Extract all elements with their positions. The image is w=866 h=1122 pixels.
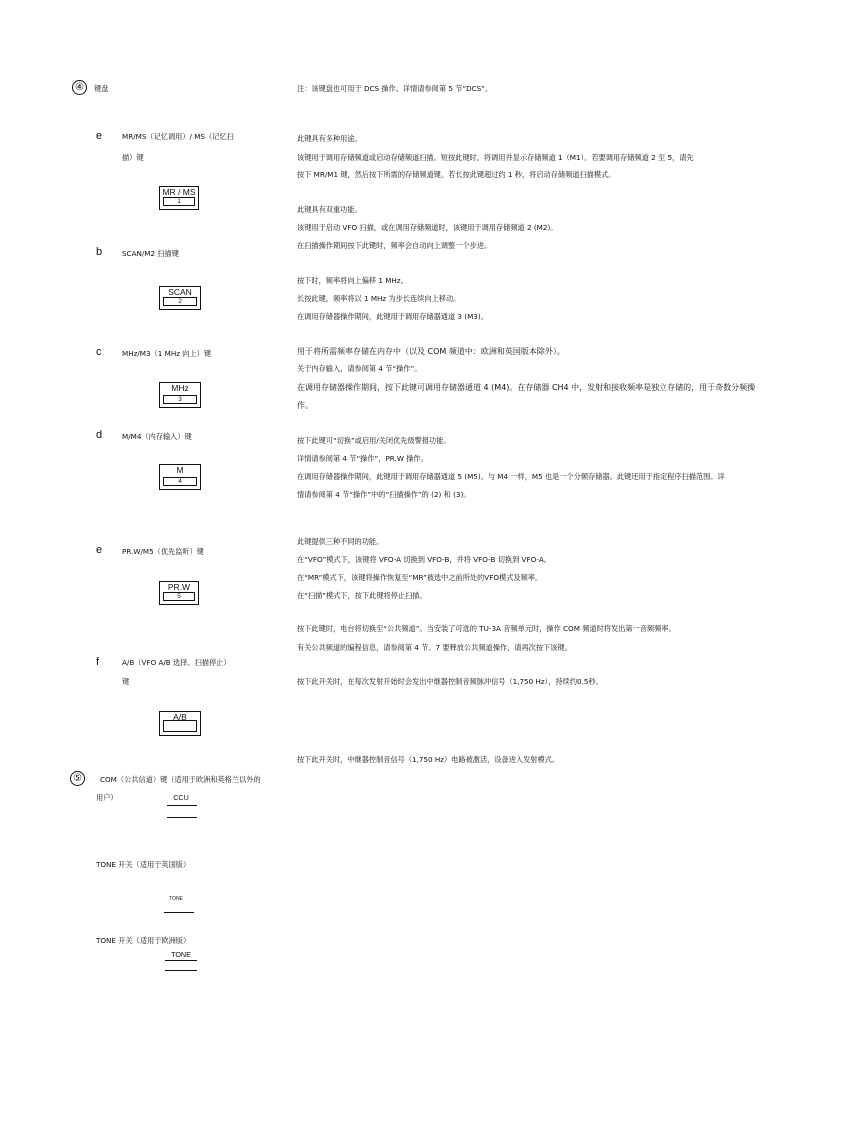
mr-ms-desc-1: 此键具有多种用途。 (297, 134, 362, 143)
section-title-keyboard: 键盘 (94, 84, 109, 93)
prw-key-number: 5 (163, 592, 195, 601)
m-key-top-label: M (176, 465, 184, 475)
ab-desc-1: 按下此键时，电台将切换至“公共频道”。当安装了可选的 TU-3A 音频单元时，操作 COM 频道时将发出第一音频频率。 (297, 624, 676, 633)
prw-key-top-label: PR.W (167, 582, 191, 592)
memory-desc-2: 关于内存输入，请参阅第 4 节“操作”。 (297, 364, 422, 373)
item-letter-mr-ms: e (96, 130, 103, 142)
mr-ms-key-top-label: MR / MS (162, 187, 196, 197)
mr-ms-desc-3: 按下 MR/M1 键，然后按下所需的存储频道键。若长按此键超过约 1 秒，将启动存储频道扫描模式。 (297, 170, 616, 179)
m-key-icon (159, 464, 201, 490)
m-desc-4: 情请参阅第 4 节“操作”中的“扫描操作”的 (2) 和 (3)。 (297, 490, 471, 499)
mhz-shift-desc-3: 在调用存储器操作期间，此键用于调用存储器通道 3 (M3)。 (297, 312, 488, 321)
prw-desc-1: 此键提供三种不同的功能。 (297, 537, 384, 546)
ab-desc-2: 有关公共频道的编程信息，请参阅第 4 节。7 要释放公共频道操作，请再次按下该键。 (297, 643, 572, 652)
ab-key-icon (159, 711, 201, 736)
com-label-line1: COM（公共信道）键（适用于欧洲和英格兰以外的 (100, 775, 261, 784)
tone-uk-switch-line (164, 912, 194, 913)
tone-uk-label: TONE 开关（适用于英国版） (96, 860, 191, 869)
item-letter-mhz: c (96, 346, 102, 358)
section-note: 注：该键盘也可用于 DCS 操作。详情请参阅第 5 节“DCS”。 (297, 84, 493, 93)
scan-desc-2: 该键用于启动 VFO 扫描，或在调用存储频道时，该键用于调用存储频道 2 (M2)。 (297, 223, 558, 232)
tone-continuous-desc: 按下此开关时，中继器控制音信号（1,750 Hz）电路被激活，设备进入发射模式。 (297, 755, 560, 764)
tone-eu-label: TONE 开关（适用于欧洲版） (96, 936, 191, 945)
prw-key-icon (159, 581, 199, 605)
mhz-key-number: 3 (163, 395, 197, 404)
mhz-shift-desc-2: 长按此键，频率将以 1 MHz 为步长连续向上移动。 (297, 294, 461, 303)
m-desc-2: 详情请参阅第 4 节“操作”，PR.W 操作。 (297, 454, 428, 463)
ab-key-top-label: A/B (173, 712, 187, 722)
m-desc-1: 按下此键可“切换”或启用/关闭优先级警报功能。 (297, 436, 451, 445)
item-label-ab-line2: 键 (122, 677, 130, 686)
mr-ms-key-number: 1 (163, 197, 195, 206)
prw-desc-3: 在“MR”模式下，该键将操作恢复至“MR”被选中之前所处的VFO模式及频率。 (297, 573, 543, 582)
m-desc-3: 在调用存储器操作期间，此键用于调用存储器通道 5 (M5)。与 M4 一样，M5 也是一个分频存储器。此键还用于指定程序扫描范围。详 (297, 472, 725, 481)
mr-ms-desc-2: 该键用于调用存储频道或启动存储频道扫描。短按此键时，将调用并显示存储频道 1（M1）。若要调用存储频道 2 至 5，请先 (297, 153, 694, 162)
memory-desc-4: 作。 (297, 401, 313, 410)
m-key-number: 4 (163, 477, 197, 486)
item-label-mr-ms-line2: 描）键 (122, 153, 144, 162)
mhz-key-top-label: MHz (171, 383, 189, 393)
scan-key-top-label: SCAN (168, 287, 192, 297)
mhz-shift-desc-1: 按下时，频率将向上偏移 1 MHz。 (297, 276, 408, 285)
item-label-ab-line1: A/B（VFO A/B 选择、扫描停止） (122, 658, 231, 667)
section-number-4: ④ (72, 80, 87, 95)
mhz-key-icon (159, 382, 201, 408)
scan-key-number: 2 (163, 297, 197, 306)
item-letter-ab: f (96, 656, 100, 668)
section-number-5: ⑤ (70, 771, 85, 786)
tone-eu-switch-label: TONE (171, 950, 191, 959)
item-label-prw: PR.W/M5（优先监听）键 (122, 547, 204, 556)
tone-eu-switch-line-top (165, 960, 197, 961)
tone-uk-switch-label: TONE (169, 896, 183, 902)
item-letter-scan: b (96, 246, 103, 258)
tone-eu-switch-line-bottom (165, 970, 197, 971)
com-label-line2: 用户） (96, 793, 118, 802)
scan-desc-1: 此键具有双重功能。 (297, 205, 362, 214)
ccu-switch-line-top (167, 805, 197, 806)
scan-key-icon (159, 286, 201, 310)
tone-burst-desc: 按下此开关时，在每次发射开始时会发出中继器控制音频脉冲信号（1,750 Hz），持续约0.5秒。 (297, 677, 603, 686)
prw-desc-4: 在“扫描”模式下，按下此键将停止扫描。 (297, 591, 427, 600)
ab-key-number (163, 720, 197, 732)
ccu-switch-label: CCU (173, 793, 189, 802)
item-label-mhz: MHz/M3（1 MHz 向上）键 (122, 349, 212, 358)
memory-desc-3: 在调用存储器操作期间，按下此键可调用存储器通道 4 (M4)。在存储器 CH4 中，发射和接收频率是独立存储的，用于奇数分频操 (297, 383, 756, 392)
mr-ms-key-icon (159, 186, 199, 210)
item-letter-m: d (96, 429, 103, 441)
memory-desc-1: 用于将所需频率存储在内存中（以及 COM 频道中：欧洲和英国版本除外）。 (297, 347, 565, 356)
item-label-m: M/M4（内存输入）键 (122, 432, 192, 441)
item-label-scan: SCAN/M2 扫描键 (122, 249, 179, 258)
scan-desc-3: 在扫描操作期间按下此键时，频率会自动向上调整一个步进。 (297, 241, 492, 250)
item-letter-prw: e (96, 544, 103, 556)
item-label-mr-ms-line1: MR/MS（记忆调用）/ MS（记忆扫 (122, 132, 234, 141)
ccu-switch-line-bottom (167, 817, 197, 818)
prw-desc-2: 在“VFO”模式下，该键将 VFO-A 切换到 VFO-B，并将 VFO-B 切换到 VFO-A。 (297, 555, 551, 564)
